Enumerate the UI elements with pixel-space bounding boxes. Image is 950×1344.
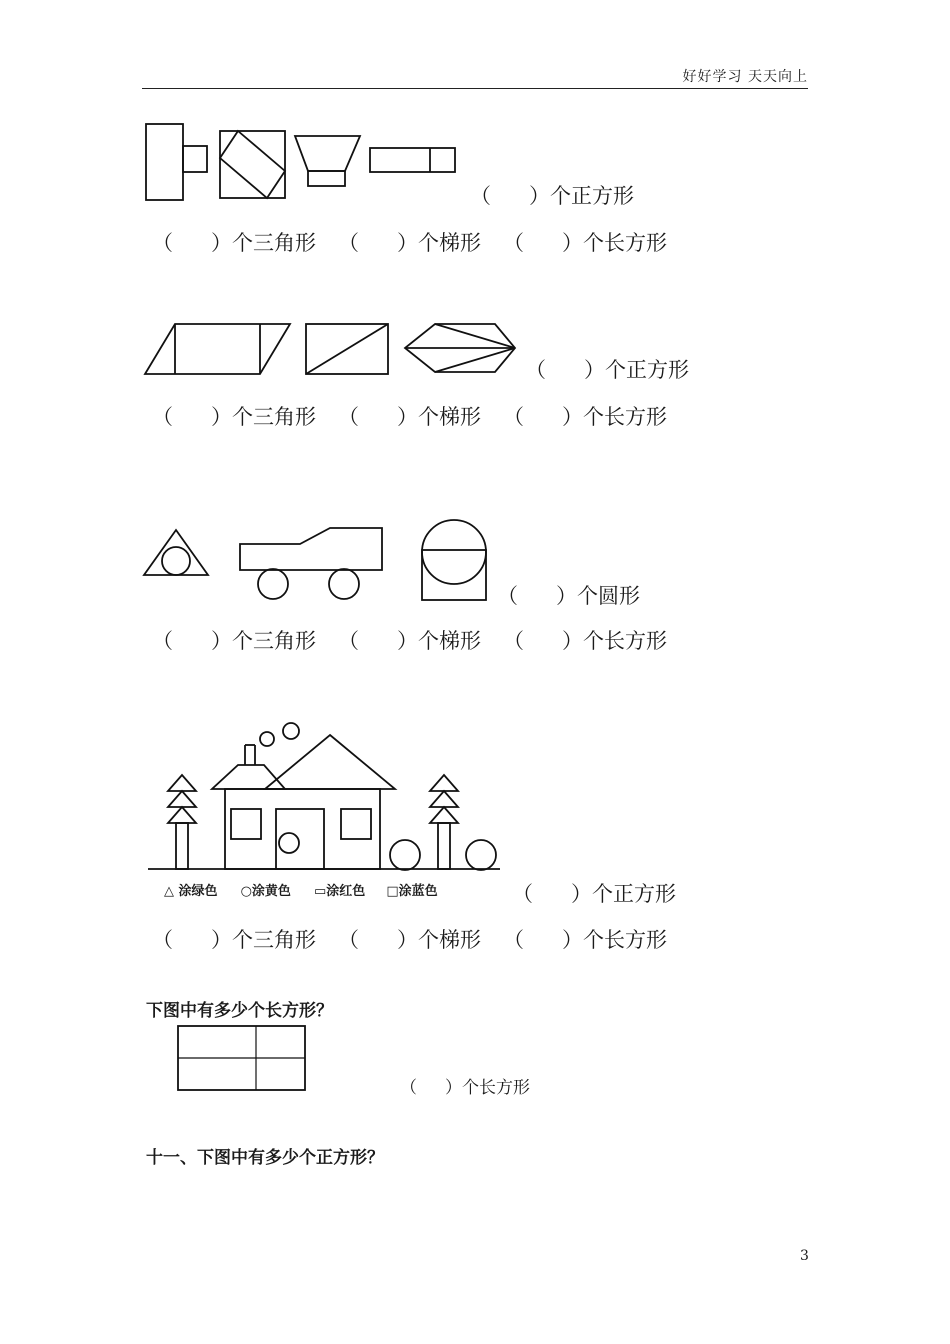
house-scene (140, 715, 510, 875)
answer-rectangle: （ ）个长方形 (503, 231, 667, 255)
group1-figures (140, 118, 470, 208)
answer-triangle: （ ）个三角形 (152, 629, 316, 653)
answer-rectangle: （ ）个长方形 (503, 405, 667, 429)
group4-top-answer: （ ）个正方形 (512, 882, 676, 906)
rect-grid-figure (176, 1024, 308, 1094)
color-legend: △ 涂绿色 ○涂黄色 ▭涂红色 □涂蓝色 (164, 884, 438, 899)
answer-trapezoid: （ ）个梯形 (338, 231, 481, 255)
page-number: 3 (800, 1248, 809, 1264)
rect-question-title: 下图中有多少个长方形？ (146, 1001, 333, 1021)
answer-rectangle: （ ）个长方形 (503, 928, 667, 952)
group1-top-answer: （ ）个正方形 (470, 184, 634, 208)
group3-top-answer: （ ）个圆形 (497, 584, 640, 608)
answer-triangle: （ ）个三角形 (152, 231, 316, 255)
group2-top-answer: （ ）个正方形 (525, 358, 689, 382)
group4-answer-row (152, 924, 667, 954)
answer-trapezoid: （ ）个梯形 (338, 405, 481, 429)
answer-triangle: （ ）个三角形 (152, 928, 316, 952)
answer-rectangle: （ ）个长方形 (503, 629, 667, 653)
group1-answer-row (152, 227, 667, 257)
answer-trapezoid: （ ）个梯形 (338, 629, 481, 653)
answer-trapezoid: （ ）个梯形 (338, 928, 481, 952)
square-question-title: 十一、下图中有多少个正方形？ (146, 1148, 384, 1168)
rect-question-answer: （ ）个长方形 (400, 1078, 530, 1098)
group2-figures (140, 318, 520, 383)
header-rule (142, 88, 808, 89)
group2-answer-row (152, 401, 667, 431)
answer-triangle: （ ）个三角形 (152, 405, 316, 429)
group3-figures (140, 512, 500, 604)
header-motto: 好好学习 天天向上 (682, 69, 808, 85)
group3-answer-row (152, 625, 667, 655)
